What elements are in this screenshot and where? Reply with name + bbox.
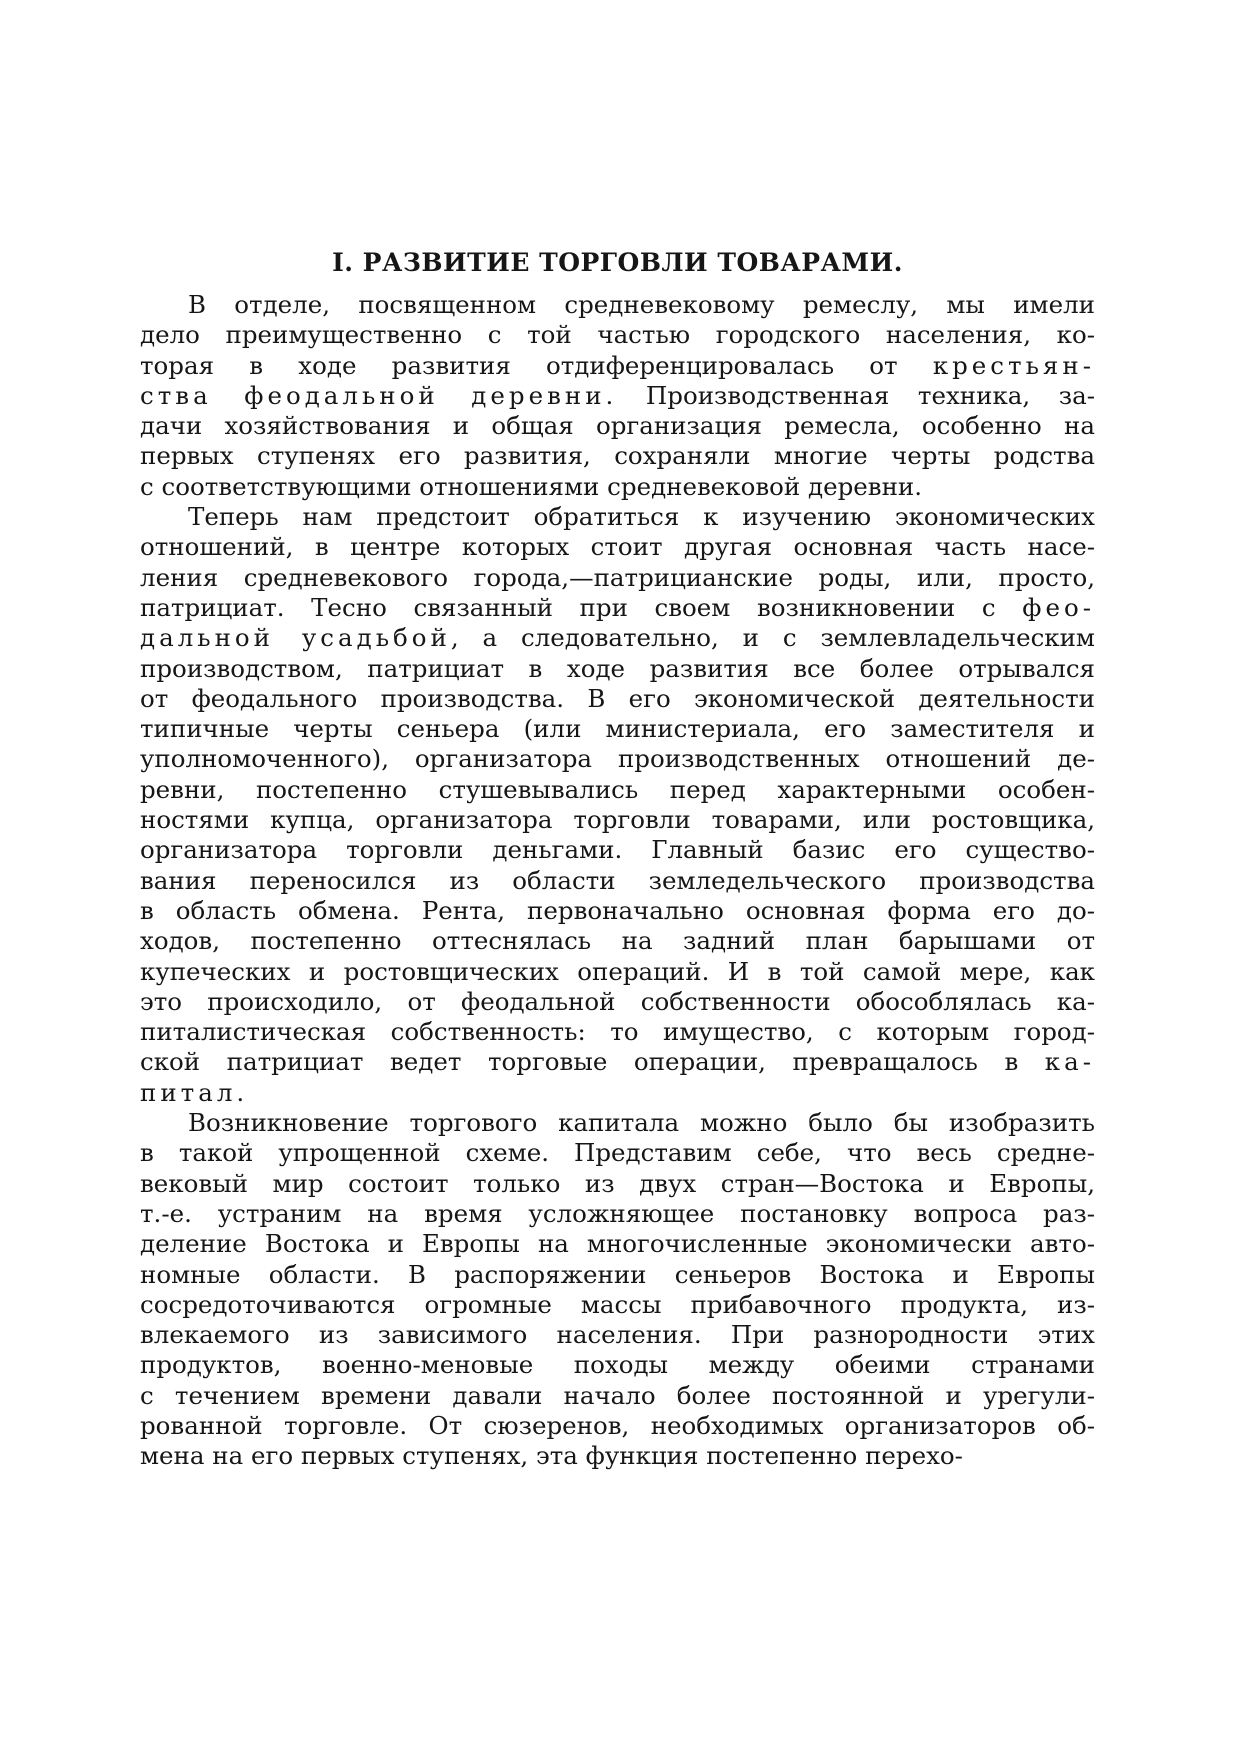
text-segment: торая в ходе развития отдиференцировалась от bbox=[140, 350, 933, 380]
text-line bbox=[140, 1350, 1095, 1380]
text-line bbox=[140, 926, 1095, 956]
text-line bbox=[140, 290, 1095, 320]
text-line bbox=[140, 472, 1095, 502]
text-segment: с течением времени давали начало более постоянной и урегули- bbox=[140, 1380, 1095, 1410]
text-segment: патрициат. Тесно связанный при своем возникновении с bbox=[140, 592, 1023, 622]
text-line bbox=[140, 1441, 1095, 1471]
text-line bbox=[140, 320, 1095, 350]
emphasized-text: ка- bbox=[1044, 1047, 1095, 1077]
text-segment: продуктов, военно-меновые походы между обеими странами bbox=[140, 1350, 1095, 1380]
text-line bbox=[140, 1260, 1095, 1290]
text-line bbox=[140, 623, 1095, 653]
paragraph bbox=[140, 290, 1095, 502]
body-text bbox=[140, 290, 1095, 1472]
text-segment: мена на его первых ступенях, эта функция постепенно перехо- bbox=[140, 1441, 963, 1471]
text-line bbox=[140, 441, 1095, 471]
text-line bbox=[140, 684, 1095, 714]
text-segment: ходов, постепенно оттеснялась на задний план барышами от bbox=[140, 926, 1095, 956]
paragraph bbox=[140, 1108, 1095, 1472]
text-line bbox=[140, 1047, 1095, 1077]
text-line bbox=[140, 411, 1095, 441]
text-line bbox=[140, 532, 1095, 562]
text-segment: ской патрициат ведет торговые операции, превращалось в bbox=[140, 1047, 1045, 1077]
text-block bbox=[140, 246, 1095, 1472]
text-segment: типичные черты сеньера (или министериала, его заместителя и bbox=[140, 714, 1095, 744]
text-line bbox=[140, 744, 1095, 774]
text-line bbox=[140, 1381, 1095, 1411]
text-segment: Теперь нам предстоит обратиться к изучению экономических bbox=[188, 502, 1095, 532]
text-segment: организатора торговли деньгами. Главный базис его существо- bbox=[140, 835, 1095, 865]
text-line bbox=[140, 805, 1095, 835]
text-segment: производством, патрициат в ходе развития все более отрывался bbox=[140, 653, 1095, 683]
text-segment: ления средневекового города,—патрицианские роды, или, просто, bbox=[140, 562, 1095, 592]
emphasized-text: дальной усадьбой bbox=[140, 623, 451, 653]
text-line bbox=[140, 654, 1095, 684]
text-line bbox=[140, 866, 1095, 896]
text-line bbox=[140, 714, 1095, 744]
text-line bbox=[140, 1199, 1095, 1229]
emphasized-text: фео- bbox=[1022, 592, 1095, 622]
text-line bbox=[140, 1017, 1095, 1047]
emphasized-text: ства феодальной деревни. bbox=[140, 380, 618, 410]
text-segment: в область обмена. Рента, первоначально основная форма его до- bbox=[140, 895, 1095, 925]
paragraph bbox=[140, 502, 1095, 1108]
chapter-heading: I. РАЗВИТИЕ ТОРГОВЛИ ТОВАРАМИ. bbox=[332, 248, 903, 277]
text-line bbox=[140, 896, 1095, 926]
emphasized-text: крестьян- bbox=[932, 350, 1095, 380]
text-segment: , а следовательно, и с землевладельческим bbox=[450, 623, 1095, 653]
text-segment: рованной торговле. От сюзеренов, необходимых организаторов об- bbox=[140, 1410, 1095, 1440]
text-line bbox=[140, 775, 1095, 805]
text-segment: В отделе, посвященном средневековому ремеслу, мы имели bbox=[188, 290, 1095, 319]
text-line bbox=[140, 1108, 1095, 1138]
text-segment: от феодального производства. В его экономической деятельности bbox=[140, 683, 1095, 713]
text-line bbox=[140, 835, 1095, 865]
text-line bbox=[140, 1138, 1095, 1168]
text-segment: уполномоченного), организатора производственных отношений де- bbox=[140, 744, 1095, 774]
text-segment: деление Востока и Европы на многочисленные экономически авто- bbox=[140, 1229, 1095, 1259]
text-line bbox=[140, 593, 1095, 623]
text-segment: это происходило, от феодальной собственности обособлялась ка- bbox=[140, 986, 1095, 1016]
text-segment: влекаемого из зависимого населения. При разнородности этих bbox=[140, 1320, 1095, 1350]
text-segment: ревни, постепенно стушевывались перед характерными особен- bbox=[140, 774, 1095, 804]
text-line bbox=[140, 957, 1095, 987]
text-line bbox=[140, 987, 1095, 1017]
text-segment: ностями купца, организатора торговли товарами, или ростовщика, bbox=[140, 805, 1095, 835]
text-segment: т.-е. устраним на время усложняющее постановку вопроса раз- bbox=[140, 1198, 1095, 1228]
text-segment: вековый мир состоит только из двух стран—Востока и Европы, bbox=[140, 1168, 1095, 1198]
text-segment: Производственная техника, за- bbox=[617, 380, 1095, 410]
text-line bbox=[140, 563, 1095, 593]
text-segment: в такой упрощенной схеме. Представим себе, что весь средне- bbox=[140, 1138, 1095, 1168]
emphasized-text: питал. bbox=[140, 1077, 249, 1107]
text-line bbox=[140, 381, 1095, 411]
text-line bbox=[140, 1320, 1095, 1350]
text-segment: Возникновение торгового капитала можно было бы изобразить bbox=[188, 1108, 1095, 1138]
text-segment: дачи хозяйствования и общая организация ремесла, особенно на bbox=[140, 411, 1095, 441]
text-line bbox=[140, 502, 1095, 532]
text-segment: первых ступенях его развития, сохраняли многие черты родства bbox=[140, 441, 1095, 471]
text-line bbox=[140, 351, 1095, 381]
text-segment: номные области. В распоряжении сеньеров Востока и Европы bbox=[140, 1259, 1095, 1289]
text-line bbox=[140, 1169, 1095, 1199]
text-segment: дело преимущественно с той частью городского населения, ко- bbox=[140, 320, 1095, 350]
text-line bbox=[140, 1411, 1095, 1441]
text-segment: сосредоточиваются огромные массы прибавочного продукта, из- bbox=[140, 1289, 1095, 1319]
text-segment: отношений, в центре которых стоит другая основная часть насе- bbox=[140, 532, 1095, 562]
text-segment: купеческих и ростовщических операций. И в той самой мере, как bbox=[140, 956, 1095, 986]
text-segment: с соответствующими отношениями средневековой деревни. bbox=[140, 471, 923, 501]
text-line bbox=[140, 1078, 1095, 1108]
text-line bbox=[140, 1229, 1095, 1259]
text-line bbox=[140, 1290, 1095, 1320]
text-segment: питалистическая собственность: то имущество, с которым город- bbox=[140, 1017, 1095, 1047]
text-segment: вания переносился из области земледельческого производства bbox=[140, 865, 1095, 895]
